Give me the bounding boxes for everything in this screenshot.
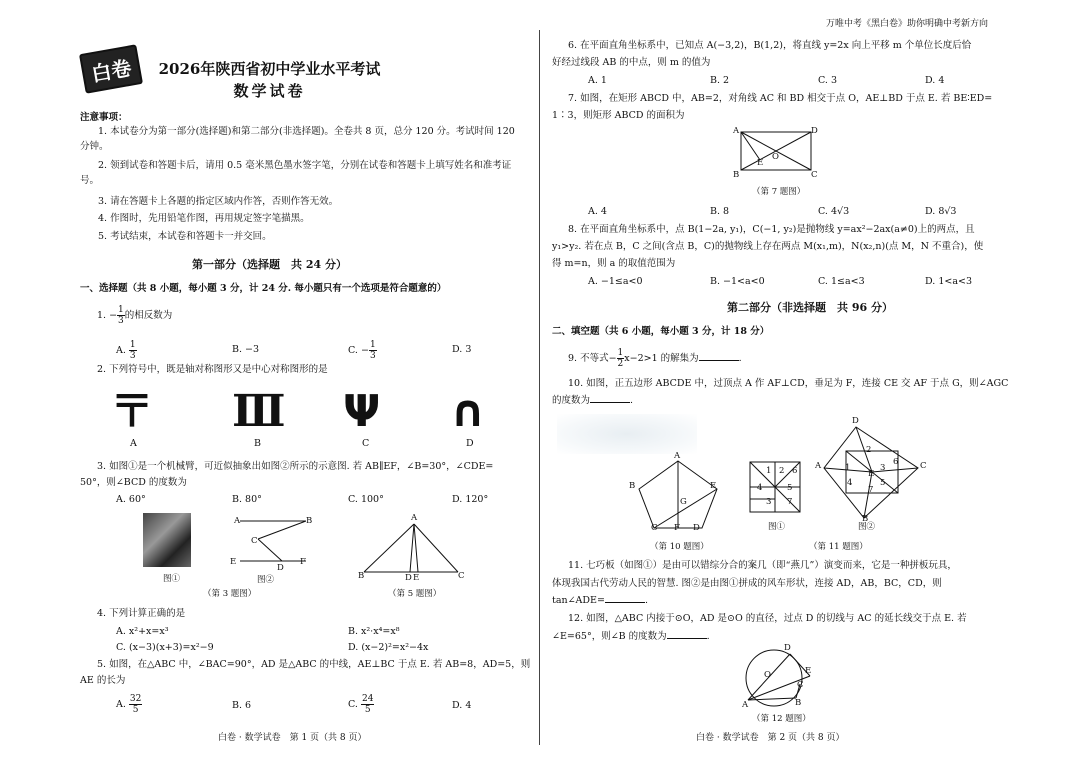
q10-line2: 的度数为 .	[552, 395, 634, 406]
note-item-2: 2. 领到试卷和答题卡后，请用 0.5 毫米黑色墨水签字笔，分别在试卷和答题卡上填写姓名和准考证号。	[80, 160, 512, 186]
fig11-label-b: B	[862, 514, 869, 524]
fig3-label-c: C	[251, 536, 258, 546]
fig11-piece-4: 4	[847, 478, 853, 488]
q11-fig1-label: 图①	[768, 522, 786, 532]
fig10-label-c: C	[651, 523, 658, 533]
q4-option-a: A. x²+x=x³	[116, 626, 169, 637]
q5-caption: （第 5 题图）	[388, 589, 442, 599]
q6-option-d: D. 4	[925, 75, 945, 86]
q4-option-b: B. x²·x⁴=x⁸	[348, 626, 400, 637]
fig12-label-e: E	[805, 666, 812, 676]
q5-option-b: B. 6	[232, 700, 252, 711]
q11-line2: 体现我国古代劳动人民的智慧. 图②是由图①拼成的风车形状，连接 AD，AB，BC，CD，则	[552, 578, 942, 589]
q2-label-b: B	[254, 438, 261, 449]
q10-figure	[633, 458, 723, 533]
scan-smudge	[557, 414, 697, 454]
fig3-label-b: B	[306, 516, 313, 526]
q1-option-b: B. −3	[232, 344, 260, 355]
symbol-psi: Ψ	[343, 386, 381, 437]
q2-label-c: C	[362, 438, 370, 449]
fig10-label-e: E	[710, 481, 717, 491]
q3-fig2-label: 图②	[257, 575, 275, 585]
q3-caption: （第 3 题图）	[203, 589, 257, 599]
fig11-piece-1: 1	[845, 463, 851, 473]
q7-caption: （第 7 题图）	[752, 187, 806, 197]
q7-figure	[740, 131, 820, 176]
footer-right: 白卷 · 数学试卷 第 2 页（共 8 页）	[696, 733, 845, 743]
q5-line2: AE 的长为	[80, 675, 126, 686]
fig10-label-g: G	[680, 497, 687, 507]
symbol-postal-mark: 〒	[110, 386, 154, 437]
q11-fig2-label: 图②	[858, 522, 876, 532]
fig5-label-b: B	[358, 571, 365, 581]
symbol-roman-three: Ⅲ	[232, 386, 286, 437]
q3-option-a: A. 60°	[116, 494, 146, 505]
q4-option-c: C. (x−3)(x+3)=x²−9	[116, 642, 214, 653]
section2-heading: 二、填空题（共 6 小题，每小题 3 分，计 18 分）	[552, 326, 770, 337]
q12-caption: （第 12 题图）	[752, 714, 811, 724]
fig5-label-c: C	[458, 571, 465, 581]
fig3-label-e: E	[230, 557, 237, 567]
note-item-1: 1. 本试卷分为第一部分(选择题)和第二部分(非选择题)。全卷共 8 页，总分 120 分。考试时间 120 分钟。	[80, 126, 515, 152]
fig7-label-a: A	[733, 126, 740, 136]
section1-heading: 一、选择题（共 8 小题，每小题 3 分，计 24 分. 每小题只有一个选项是符合题意的）	[80, 283, 447, 294]
exam-subtitle: 数学试卷	[233, 82, 306, 100]
fig12-label-o: O	[764, 670, 771, 680]
q6-line2: 好经过线段 AB 的中点，则 m 的值为	[552, 57, 711, 68]
q5-figure	[360, 520, 470, 580]
note-item-3: 3. 请在答题卡上各题的指定区域内作答，否则作答无效。	[98, 196, 339, 207]
header-right: 万唯中考《黑白卷》助你明确中考新方向	[826, 19, 989, 29]
q8-line1: 8. 在平面直角坐标系中，点 B(1−2a, y₁)，C(−1, y₂)是抛物线 y=ax²−2ax(a≠0)上的两点，且	[568, 224, 975, 235]
q12-line1: 12. 如图，△ABC 内接于⊙O，AD 是⊙O 的直径，过点 D 的切线与 AC 的延长线交于点 E. 若	[568, 613, 967, 624]
fig7-label-e: E	[757, 158, 764, 168]
q6-option-a: A. 1	[588, 75, 607, 86]
fig11-piece-7: 7	[868, 485, 874, 495]
q6-option-c: C. 3	[818, 75, 838, 86]
fig10-label-a: A	[674, 451, 681, 461]
q7-option-b: B. 8	[710, 206, 730, 217]
fig11-label-a: A	[815, 461, 822, 471]
fig10-label-b: B	[629, 481, 636, 491]
note-item-5: 5. 考试结束，本试卷和答题卡一并交回。	[98, 231, 272, 242]
fig11-piece-5: 5	[880, 478, 886, 488]
footer-left: 白卷 · 数学试卷 第 1 页（共 8 页）	[218, 733, 367, 743]
fig7-label-o: O	[772, 152, 779, 162]
q3-option-d: D. 120°	[452, 494, 489, 505]
tangram-piece-4: 4	[757, 483, 763, 493]
tangram-piece-7: 7	[787, 497, 793, 507]
fig5-label-e: E	[413, 573, 420, 583]
q8-line3: 得 m=n，则 a 的取值范围为	[552, 258, 676, 269]
fig3-label-d: D	[277, 563, 284, 573]
fig12-label-a: A	[742, 700, 749, 710]
q3-fig1-label: 图①	[163, 574, 181, 584]
fig11-label-d: D	[852, 416, 859, 426]
pinwheel-figure	[820, 424, 930, 524]
q12-line2: ∠E=65°，则∠B 的度数为 .	[552, 631, 710, 642]
q4-stem: 4. 下列计算正确的是	[97, 608, 186, 619]
note-item-4: 4. 作图时，先用铅笔作图，再用规定签字笔描黑。	[98, 213, 310, 224]
q6-line1: 6. 在平面直角坐标系中，已知点 A(−3,2)，B(1,2)，将直线 y=2x 向上平移 m 个单位长度后恰	[568, 40, 972, 51]
q8-option-a: A. −1≤a<0	[588, 276, 643, 287]
q8-option-b: B. −1<a<0	[710, 276, 765, 287]
q2-label-a: A	[130, 438, 137, 449]
part1-heading: 第一部分（选择题 共 24 分）	[192, 258, 347, 271]
notes-heading: 注意事项：	[80, 112, 128, 123]
part2-heading: 第二部分（非选择题 共 96 分）	[727, 301, 893, 314]
tangram-piece-2: 2	[779, 466, 785, 476]
q10-line1: 10. 如图，正五边形 ABCDE 中，过顶点 A 作 AF⊥CD，垂足为 F，连接 CE 交 AF 于点 G，则∠AGC	[568, 378, 1009, 389]
fig11-piece-3: 3	[880, 463, 886, 473]
q5-option-d: D. 4	[452, 700, 472, 711]
fig5-label-d: D	[405, 573, 412, 583]
fig12-label-d: D	[784, 643, 791, 653]
q3-line1: 3. 如图①是一个机械臂，可近似抽象出如图②所示的示意图. 若 AB∥EF，∠B=30°，∠CDE=	[97, 461, 494, 472]
q2-stem: 2. 下列符号中，既是轴对称图形又是中心对称图形的是	[97, 364, 328, 375]
q1-option-d: D. 3	[452, 344, 472, 355]
fig11-label-c: C	[920, 461, 927, 471]
symbol-arch: ∩	[450, 386, 486, 437]
q5-line1: 5. 如图，在△ABC 中，∠BAC=90°，AD 是△ABC 的中线，AE⊥BC 于点 E. 若 AB=8，AD=5，则	[97, 659, 531, 670]
robot-arm-photo	[143, 513, 191, 567]
fig3-label-a: A	[234, 516, 241, 526]
fig7-label-c: C	[811, 170, 818, 180]
tangram-piece-6: 6	[792, 466, 798, 476]
q1-option-a: A. $\frac{1}{3}$	[116, 340, 136, 361]
fig11-label-e: E	[868, 469, 875, 479]
q7-option-d: D. 8√3	[925, 206, 957, 217]
fig12-label-c: C	[797, 680, 804, 690]
q11-line3: tan∠ADE= .	[552, 595, 648, 606]
q3-option-c: C. 100°	[348, 494, 384, 505]
q7-line2: 1∶3，则矩形 ABCD 的面积为	[552, 110, 685, 121]
fig10-label-f: F	[674, 523, 680, 533]
page-divider	[539, 30, 540, 745]
q12-figure	[738, 646, 818, 708]
q11-caption: （第 11 题图）	[809, 542, 868, 552]
fig3-label-f: F	[300, 557, 306, 567]
q1-stem: 1. − $\frac{1}{3}$ 的相反数为	[97, 305, 173, 326]
q7-option-c: C. 4√3	[818, 206, 850, 217]
q11-line1: 11. 七巧板（如图①）是由可以错综分合的案几（即“燕几”）演变而来，它是一种拼板玩具，	[568, 560, 957, 571]
fig11-piece-2: 2	[866, 445, 872, 455]
q3-option-b: B. 80°	[232, 494, 262, 505]
q6-option-b: B. 2	[710, 75, 730, 86]
q3-line2: 50°，则∠BCD 的度数为	[80, 477, 187, 488]
q10-caption: （第 10 题图）	[650, 542, 709, 552]
fig7-label-d: D	[811, 126, 818, 136]
q1-option-c: C. − $\frac{1}{3}$	[348, 340, 376, 361]
q8-option-d: D. 1<a<3	[925, 276, 972, 287]
q8-option-c: C. 1≤a<3	[818, 276, 865, 287]
q7-option-a: A. 4	[588, 206, 607, 217]
q8-line2: y₁>y₂. 若在点 B，C 之间(含点 B，C)的抛物线上存在两点 M(x₁,m)，N(x₂,n)(点 M，N 不重合)，使	[552, 241, 984, 252]
q2-label-d: D	[466, 438, 474, 449]
q5-option-c: C. $\frac{24}{5}$	[348, 694, 374, 715]
fig12-label-b: B	[795, 698, 802, 708]
q5-option-a: A. $\frac{32}{5}$	[116, 694, 142, 715]
fig5-label-a: A	[411, 513, 418, 523]
fig7-label-b: B	[733, 170, 740, 180]
q7-line1: 7. 如图，在矩形 ABCD 中，AB=2，对角线 AC 和 BD 相交于点 O，AE⊥BD 于点 E. 若 BE∶ED=	[568, 93, 993, 104]
tangram-piece-5: 5	[787, 483, 793, 493]
tangram-piece-3: 3	[766, 497, 772, 507]
fig11-piece-6: 6	[893, 457, 899, 467]
badge-white-paper: 白卷	[79, 44, 143, 93]
q9-stem: 9. 不等式− $\frac{1}{2}$ x−2>1 的解集为 .	[568, 348, 742, 369]
tangram-piece-1: 1	[766, 466, 772, 476]
q4-option-d: D. (x−2)²=x²−4x	[348, 642, 429, 653]
exam-title: 2026年陕西省初中学业水平考试	[158, 60, 381, 78]
fig10-label-d: D	[693, 523, 700, 533]
